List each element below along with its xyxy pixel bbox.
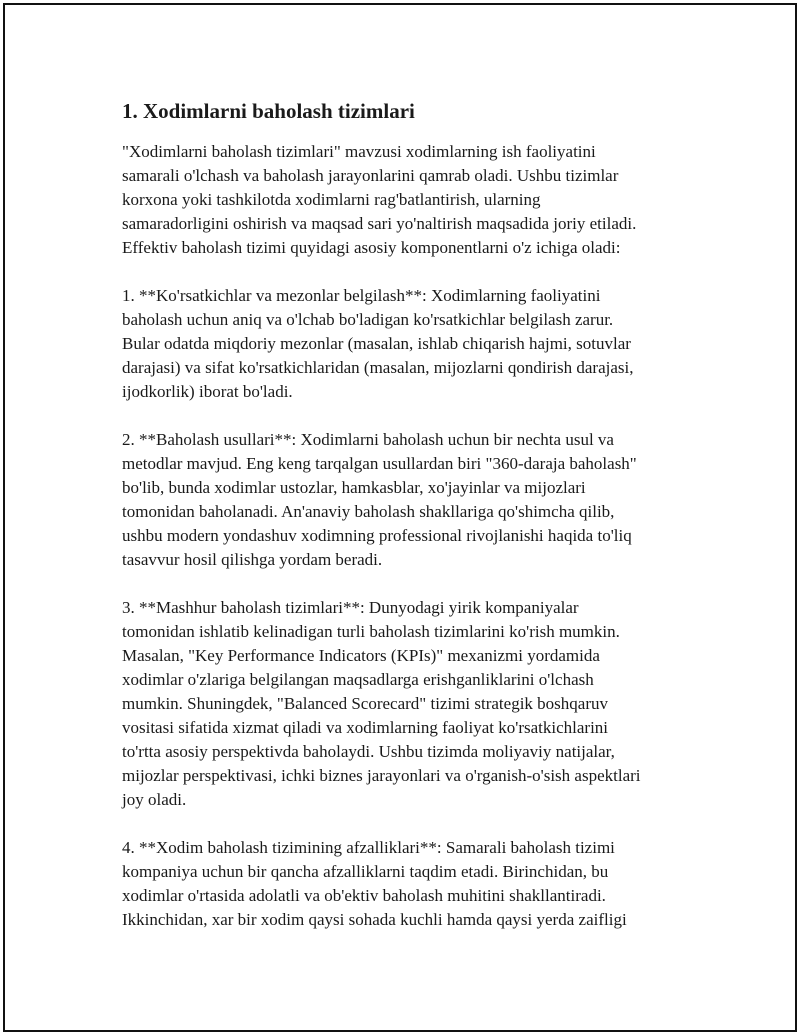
paragraph-item-3 <box>122 596 722 812</box>
text-line: xodimlar o'rtasida adolatli va ob'ektiv baholash muhitini shakllantiradi. <box>122 886 606 905</box>
paragraph-intro <box>122 140 722 260</box>
section-heading: 1. Xodimlarni baholash tizimlari <box>122 99 415 123</box>
text-line: samarali o'lchash va baholash jarayonlarini qamrab oladi. Ushbu tizimlar <box>122 166 619 185</box>
paragraph-item-2 <box>122 428 722 572</box>
text-line: ushbu modern yondashuv xodimning professional rivojlanishi haqida to'liq <box>122 526 632 545</box>
text-line: 1. **Ko'rsatkichlar va mezonlar belgilash**: Xodimlarning faoliyatini <box>122 286 601 305</box>
text-line: 3. **Mashhur baholash tizimlari**: Dunyodagi yirik kompaniyalar <box>122 598 579 617</box>
paragraph-item-4 <box>122 836 722 932</box>
text-line: vositasi sifatida xizmat qiladi va xodimlarning faoliyat ko'rsatkichlarini <box>122 718 609 737</box>
page-frame <box>3 3 797 1032</box>
text-line: darajasi) va sifat ko'rsatkichlaridan (masalan, mijozlarni qondirish darajasi, <box>122 358 634 377</box>
text-line: Masalan, "Key Performance Indicators (KPIs)" mexanizmi yordamida <box>122 646 600 665</box>
text-line: Bular odatda miqdoriy mezonlar (masalan, ishlab chiqarish hajmi, sotuvlar <box>122 334 631 353</box>
text-line: to'rtta asosiy perspektivda baholaydi. Ushbu tizimda moliyaviy natijalar, <box>122 742 615 761</box>
text-line: tomonidan baholanadi. An'anaviy baholash shakllariga qo'shimcha qilib, <box>122 502 615 521</box>
text-line: tasavvur hosil qilishga yordam beradi. <box>122 550 383 569</box>
text-line: 4. **Xodim baholash tizimining afzalliklari**: Samarali baholash tizimi <box>122 838 615 857</box>
document-body <box>122 97 722 956</box>
text-line: baholash uchun aniq va o'lchab bo'ladigan ko'rsatkichlar belgilash zarur. <box>122 310 614 329</box>
text-line: 2. **Baholash usullari**: Xodimlarni baholash uchun bir nechta usul va <box>122 430 614 449</box>
text-line: "Xodimlarni baholash tizimlari" mavzusi xodimlarning ish faoliyatini <box>122 142 596 161</box>
text-line: xodimlar o'zlariga belgilangan maqsadlarga erishganliklarini o'lchash <box>122 670 594 689</box>
text-line: mumkin. Shuningdek, "Balanced Scorecard" tizimi strategik boshqaruv <box>122 694 608 713</box>
text-line: joy oladi. <box>122 790 187 809</box>
text-line: ijodkorlik) iborat bo'ladi. <box>122 382 293 401</box>
paragraph-item-1 <box>122 284 722 404</box>
text-line: metodlar mavjud. Eng keng tarqalgan usullardan biri "360-daraja baholash" <box>122 454 637 473</box>
text-line: mijozlar perspektivasi, ichki biznes jarayonlari va o'rganish-o'sish aspektlari <box>122 766 641 785</box>
text-line: korxona yoki tashkilotda xodimlarni rag'batlantirish, ularning <box>122 190 541 209</box>
text-line: Effektiv baholash tizimi quyidagi asosiy komponentlarni o'z ichiga oladi: <box>122 238 621 257</box>
text-line: bo'lib, bunda xodimlar ustozlar, hamkasblar, xo'jayinlar va mijozlari <box>122 478 586 497</box>
text-line: samaradorligini oshirish va maqsad sari yo'naltirish maqsadida joriy etiladi. <box>122 214 637 233</box>
text-line: kompaniya uchun bir qancha afzalliklarni taqdim etadi. Birinchidan, bu <box>122 862 609 881</box>
text-line: tomonidan ishlatib kelinadigan turli baholash tizimlarini ko'rish mumkin. <box>122 622 620 641</box>
text-line: Ikkinchidan, xar bir xodim qaysi sohada kuchli hamda qaysi yerda zaifligi <box>122 910 627 929</box>
